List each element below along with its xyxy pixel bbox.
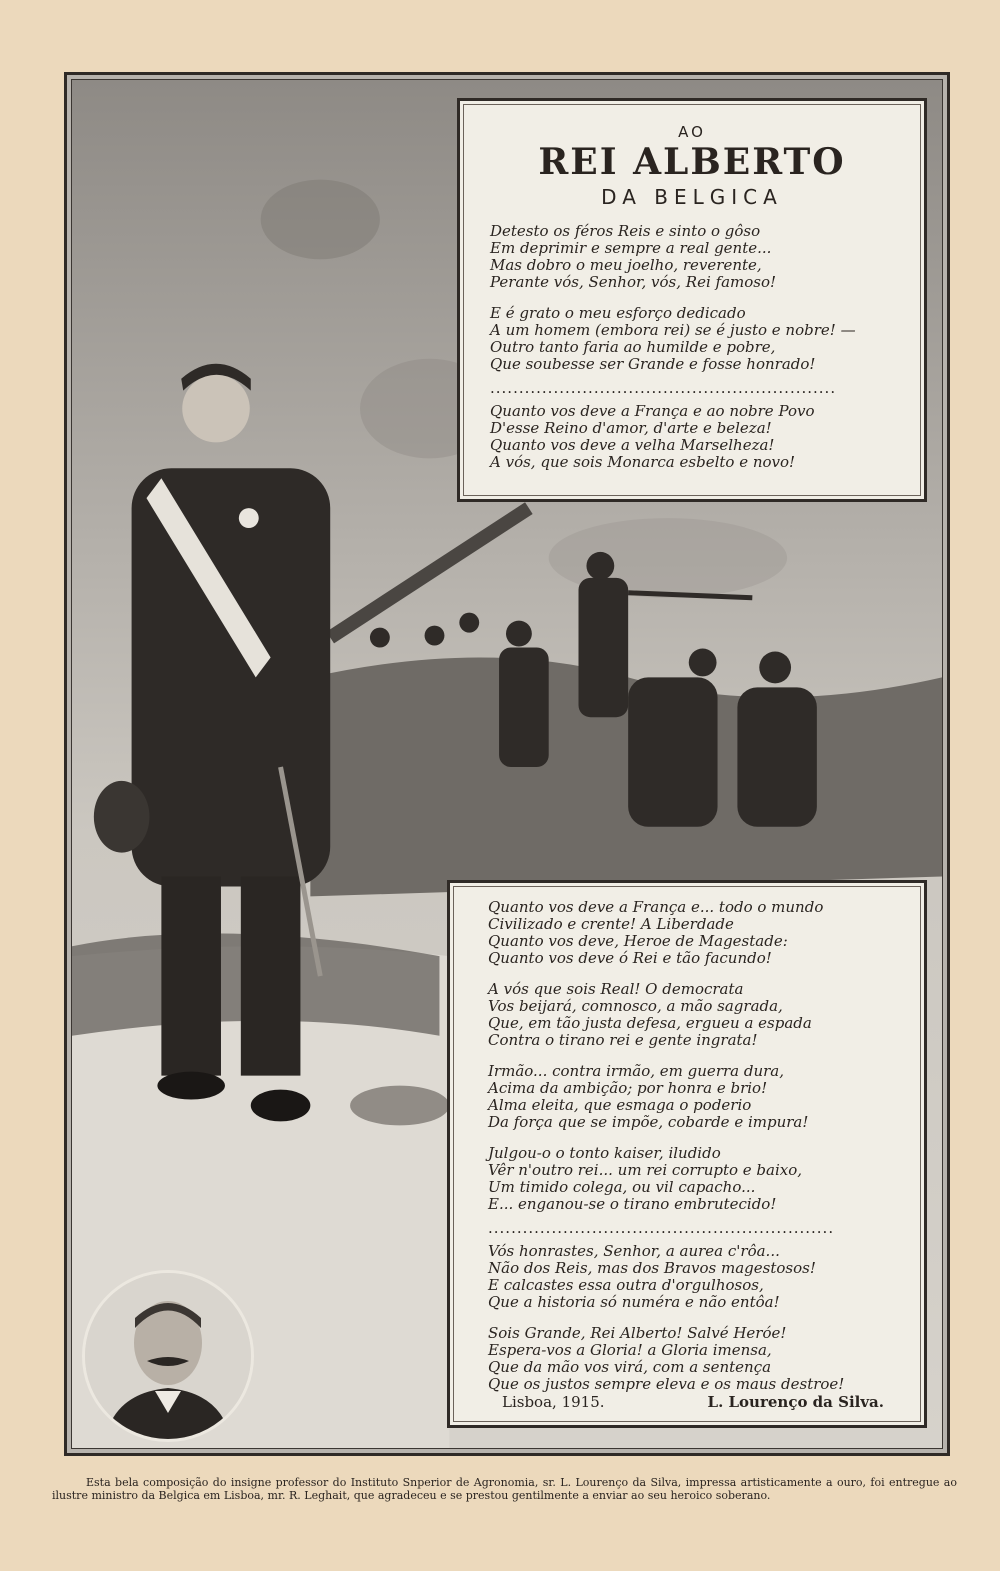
verse-line: A vós, que sois Monarca esbelto e novo! [490,453,796,471]
verse-line: A vós que sois Real! O democrata [488,980,744,998]
page-caption: Esta bela composição do insigne professor do Instituto Snperior de Agronomia, sr. L. Lourenço da Silva, impressa artisticamente a ouro, foi entregue ao ilustre ministro da Belgica em Lisboa, mr. R. Leghait, que agradeceu e se prestou gentilmente a enviar ao seu heroico soberano. [52,1476,957,1502]
verse-line: Vos beijará, comnosco, a mão sagrada, [488,997,783,1015]
verse-line: Perante vós, Senhor, vós, Rei famoso! [490,273,777,291]
stanza [450,981,924,1049]
stanza-separator: ............................................................ [488,1221,835,1235]
pre-title: AO [678,123,706,141]
author-portrait-image [85,1273,251,1439]
verse-line: Sois Grande, Rei Alberto! Salvé Heróe! [488,1324,787,1342]
page-title: REI ALBERTO [538,141,846,183]
verse-line: D'esse Reino d'amor, d'arte e beleza! [490,419,772,437]
smoke-cloud [261,180,380,260]
stanza [450,1325,924,1393]
verse-line: Que os justos sempre eleva e os maus destroe! [488,1375,845,1393]
place-date: Lisboa, 1915. [502,1393,605,1411]
stanza [460,223,924,291]
verse-line: A um homem (embora rei) se é justo e nobre! — [490,321,856,339]
verse-line: Contra o tirano rei e gente ingrata! [488,1031,758,1049]
verse-line: Quanto vos deve a velha Marselheza! [490,436,775,454]
verse-line: Detesto os féros Reis e sinto o gôso [490,222,761,240]
verse-line: Um timido colega, ou vil capacho... [488,1178,756,1196]
verse-line: Não dos Reis, mas dos Bravos magestosos! [488,1259,816,1277]
verse-line: Quanto vos deve, Heroe de Magestade: [488,932,788,950]
verse-line: Que da mão vos virá, com a sentença [488,1358,772,1376]
shell-crater [350,1086,449,1126]
stanza-separator: ............................................................ [490,381,837,395]
verse-line: Espera-vos a Gloria! a Gloria imensa, [488,1341,772,1359]
verse-line: Mas dobro o meu joelho, reverente, [490,256,762,274]
verse-line: E é grato o meu esforço dedicado [490,304,746,322]
verse-line: E... enganou-se o tirano embrutecido! [488,1195,777,1213]
verse-line: Que soubesse ser Grande e fosse honrado! [490,355,816,373]
signature [502,1393,884,1411]
stanza [450,1145,924,1213]
author-portrait [82,1270,254,1442]
verse-line: Vêr n'outro rei... um rei corrupto e baixo, [488,1161,803,1179]
verse-line: Julgou-o o tonto kaiser, iludido [488,1144,721,1162]
stanza [460,305,924,373]
verse-line: E calcastes essa outra d'orgulhosos, [488,1276,764,1294]
verse-line: Civilizado e crente! A Liberdade [488,915,734,933]
verse-line: Que, em tão justa defesa, ergueu a espada [488,1014,812,1032]
verse-line: Irmão... contra irmão, em guerra dura, [488,1062,785,1080]
poem-top-box [457,98,927,502]
illustration-frame [64,72,950,1456]
stanza [450,899,924,967]
verse-line: Quanto vos deve a França e... todo o mundo [488,898,824,916]
verse-line: Alma eleita, que esmaga o poderio [488,1096,752,1114]
stanza [460,403,924,471]
stanza [450,1063,924,1131]
verse-line: Quanto vos deve a França e ao nobre Povo [490,402,815,420]
verse-line: Em deprimir e sempre a real gente... [490,239,772,257]
verse-line: Quanto vos deve ó Rei e tão facundo! [488,949,772,967]
poem-bottom-box [447,880,927,1428]
subtitle: DA BELGICA [601,185,783,209]
verse-line: Acima da ambição; por honra e brio! [488,1079,768,1097]
verse-line: Que a historia só numéra e não entôa! [488,1293,780,1311]
author-name: L. Lourenço da Silva. [707,1393,884,1411]
verse-line: Vós honrastes, Senhor, a aurea c'rôa... [488,1242,780,1260]
frame-inner [71,79,943,1449]
verse-line: Da força que se impõe, cobarde e impura! [488,1113,809,1131]
verse-line: Outro tanto faria ao humilde e pobre, [490,338,776,356]
stanza [450,1243,924,1311]
